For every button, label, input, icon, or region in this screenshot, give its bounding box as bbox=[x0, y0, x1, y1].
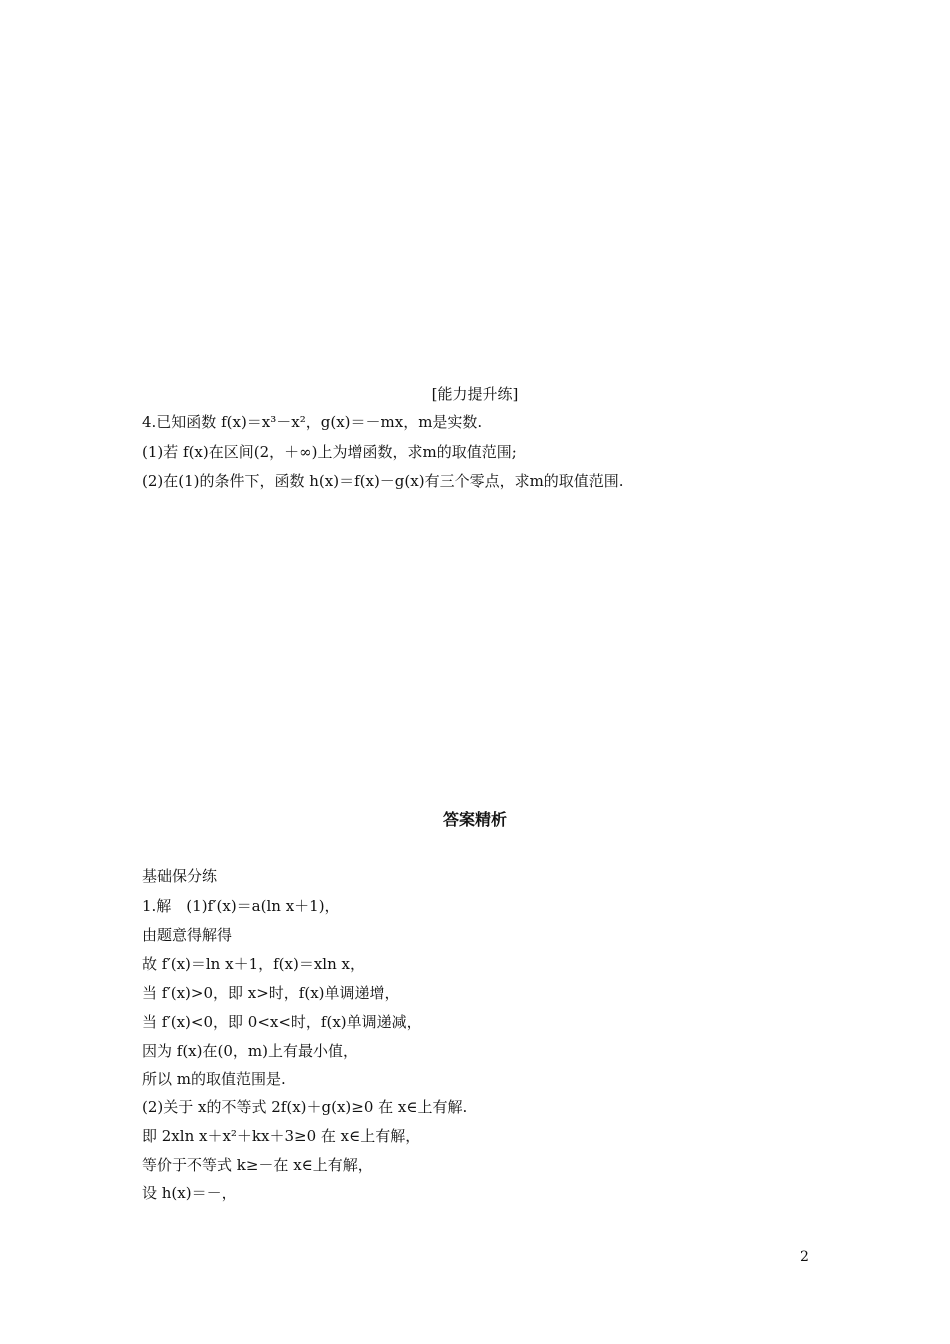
answer-line: 所以 m的取值范围是. bbox=[142, 1070, 286, 1088]
answer-line: 等价于不等式 k≥－在 x∈上有解， bbox=[142, 1156, 373, 1174]
problem-4-part-2: (2)在(1)的条件下，函数 h(x)＝f(x)－g(x)有三个零点，求m的取值范围. bbox=[142, 472, 624, 490]
practice-section-title: [能力提升练] bbox=[431, 385, 519, 403]
problem-4-statement: 4.已知函数 f(x)＝x³－x²，g(x)＝－mx，m是实数. bbox=[142, 413, 483, 431]
answer-subtitle: 基础保分练 bbox=[142, 867, 218, 885]
answer-line: 当 f′(x)>0，即 x>时，f(x)单调递增， bbox=[142, 984, 400, 1002]
answer-line: 当 f′(x)<0，即 0<x<时，f(x)单调递减， bbox=[142, 1013, 422, 1031]
answer-line: 设 h(x)＝－， bbox=[142, 1184, 237, 1202]
answer-line: 故 f′(x)＝ln x＋1，f(x)＝xln x， bbox=[142, 955, 365, 973]
problem-4-part-1: (1)若 f(x)在区间(2，＋∞)上为增函数，求m的取值范围; bbox=[142, 443, 517, 461]
answer-line: 即 2xln x＋x²＋kx＋3≥0 在 x∈上有解， bbox=[142, 1127, 421, 1145]
page-number: 2 bbox=[800, 1249, 809, 1265]
answer-section-title: 答案精析 bbox=[442, 810, 507, 829]
answer-line: 由题意得解得 bbox=[142, 926, 233, 944]
answer-line: 1.解 (1)f′(x)＝a(ln x＋1)， bbox=[142, 897, 340, 915]
answer-line: 因为 f(x)在(0，m)上有最小值， bbox=[142, 1042, 358, 1060]
answer-line: (2)关于 x的不等式 2f(x)＋g(x)≥0 在 x∈上有解. bbox=[142, 1098, 468, 1116]
